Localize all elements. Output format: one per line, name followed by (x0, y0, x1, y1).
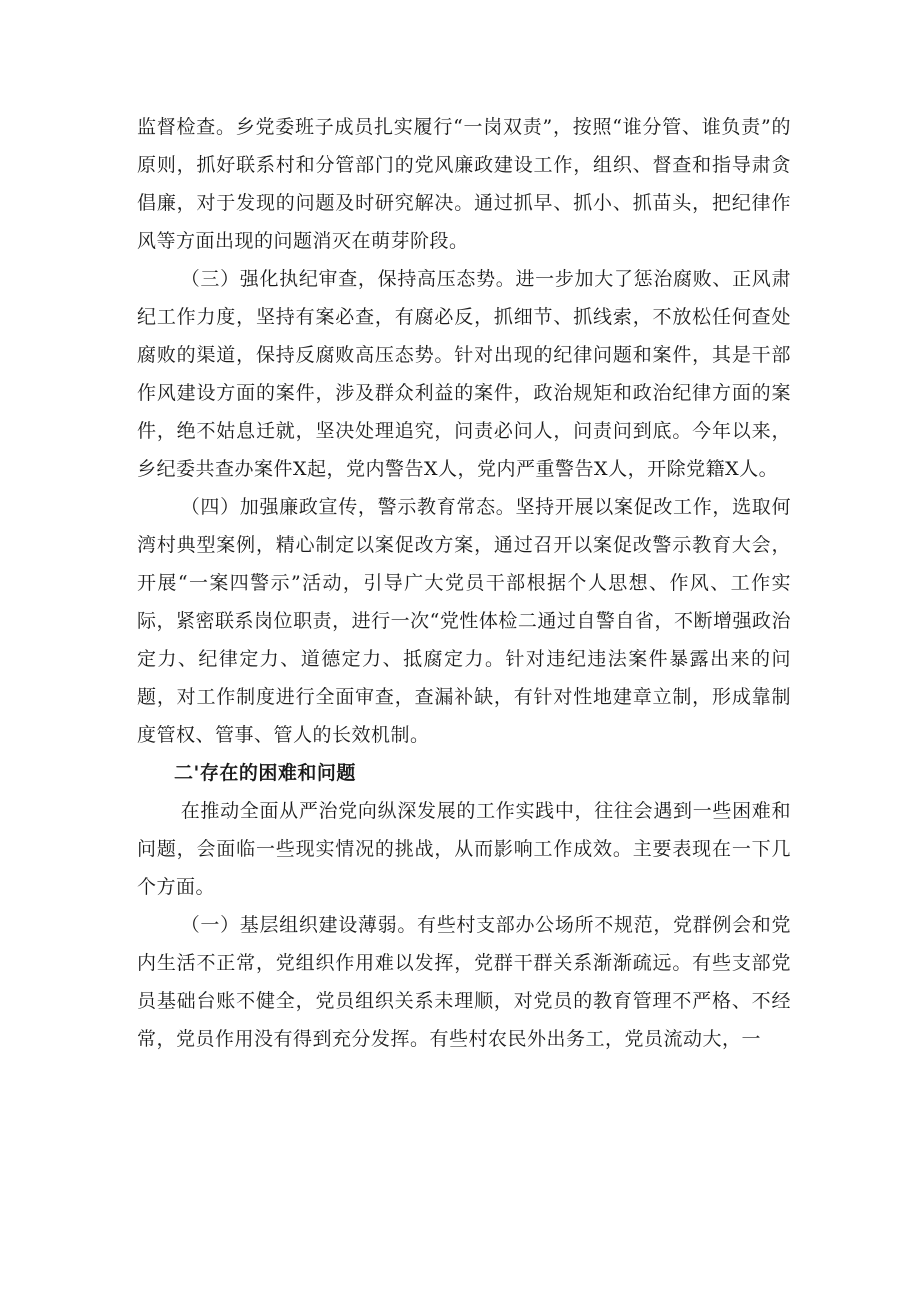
section-heading-difficulties: 二'存在的困难和问题 (174, 762, 356, 784)
paragraph-integrity-education: （四）加强廉政宣传，警示教育常态。坚持开展以案促改工作，选取何湾村典型案例，精心制定以案促改方案，通过召开以案促改警示教育大会，开展“一案四警示”活动，引导广大党员干部根据个人思想、作风、工作实际，紧密联系岗位职责，进行一次“党性体检二通过自警自省，不断增强政治定力、纪律定力、道德定力、抵腐定力。针对违纪违法案件暴露出来的问题，对工作制度进行全面审查，查漏补缺，有针对性地建章立制，形成靠制度管权、管事、管人的长效机制。 (137, 496, 791, 746)
document-body (137, 108, 791, 1058)
paragraph-grassroots-weak: （一）基层组织建设薄弱。有些村支部办公场所不规范，党群例会和党内生活不正常，党组织作用难以发挥，党群干群关系渐渐疏远。有些支部党员基础台账不健全，党员组织关系未理顺，对党员的教育管理不严格、不经常，党员作用没有得到充分发挥。有些村农民外出务工，党员流动大，一 (137, 914, 791, 1050)
paragraph-intro-difficulties: 在推动全面从严治党向纵深发展的工作实践中，往往会遇到一些困难和问题，会面临一些现实情况的挑战，从而影响工作成效。主要表现在一下几个方面。 (137, 800, 791, 898)
paragraph-discipline-review: （三）强化执纪审查，保持高压态势。进一步加大了惩治腐败、正风肃纪工作力度，坚持有案必查，有腐必反，抓细节、抓线索，不放松任何查处腐败的渠道，保持反腐败高压态势。针对出现的纪律问题和案件，其是干部作风建设方面的案件，涉及群众利益的案件，政治规矩和政治纪律方面的案件，绝不姑息迁就，坚决处理追究，问责必问人，问责问到底。今年以来，乡纪委共查办案件X起，党内警告X人，党内严重警告X人，开除党籍X人。 (137, 268, 791, 480)
paragraph-supervision: 监督检查。乡党委班子成员扎实履行“一岗双责”，按照“谁分管、谁负责”的原则，抓好联系村和分管部门的党风廉政建设工作，组织、督查和指导肃贪倡廉，对于发现的问题及时研究解决。通过抓早、抓小、抓苗头，把纪律作风等方面出现的问题消灭在萌芽阶段。 (137, 116, 791, 252)
